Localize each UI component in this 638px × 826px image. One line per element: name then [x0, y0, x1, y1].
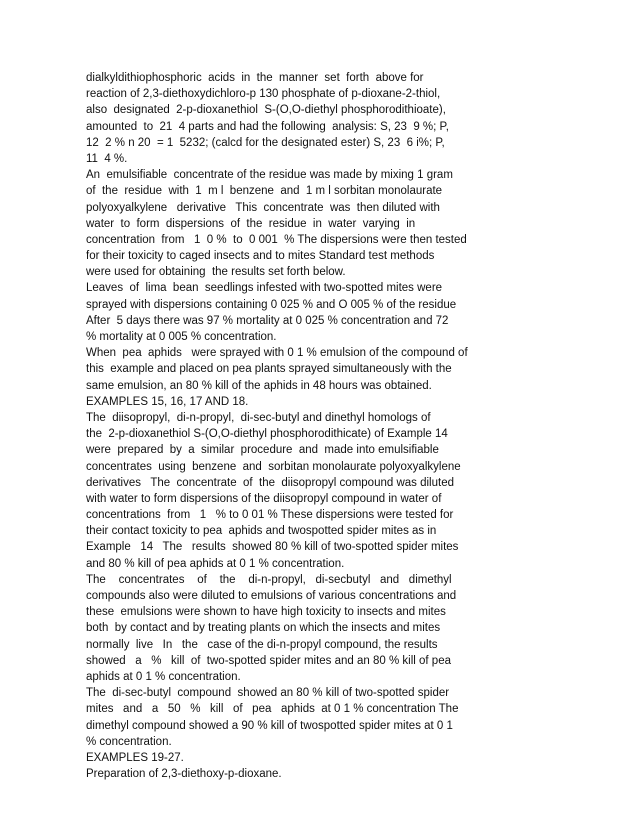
text-line: and 80 % kill of pea aphids at 0 1 % concentration. [86, 557, 345, 570]
text-line: The concentrates of the di-n-propyl, di-secbutyl and dimethyl [86, 573, 452, 586]
text-line: this example and placed on pea plants sprayed simultaneously with the [86, 363, 452, 376]
text-line: were prepared by a similar procedure and made into emulsifiable [86, 444, 439, 457]
text-line: Example 14 The results showed 80 % kill of two-spotted spider mites [86, 541, 459, 554]
text-line: After 5 days there was 97 % mortality at 0 025 % concentration and 72 [86, 314, 449, 327]
text-line: their contact toxicity to pea aphids and twospotted spider mites as in [86, 525, 437, 538]
text-line: with water to form dispersions of the diisopropyl compound in water of [86, 492, 442, 505]
text-line: amounted to 21 4 parts and had the following analysis: S, 23 9 %; P, [86, 120, 449, 133]
text-line: concentrations from 1 % to 0 01 % These dispersions were tested for [86, 509, 454, 522]
text-line: An emulsifiable concentrate of the residue was made by mixing 1 gram [86, 169, 453, 182]
text-line: were used for obtaining the results set forth below. [86, 266, 346, 279]
text-line: The di-sec-butyl compound showed an 80 % kill of two-spotted spider [86, 687, 450, 700]
text-line: dimethyl compound showed a 90 % kill of twospotted spider mites at 0 1 [86, 719, 453, 732]
text-line: concentration from 1 0 % to 0 001 % The dispersions were then tested [86, 233, 467, 246]
text-line: these emulsions were shown to have high toxicity to insects and mites [86, 606, 446, 619]
text-line: the 2-p-dioxanethiol S-(O,O-diethyl phosphorodithicate) of Example 14 [86, 428, 448, 441]
section-heading: EXAMPLES 19-27. [86, 751, 184, 764]
text-line: polyoxyalkylene derivative This concentrate was then diluted with [86, 201, 440, 214]
text-line: concentrates using benzene and sorbitan monolaurate polyoxyalkylene [86, 460, 461, 473]
text-line: The diisopropyl, di-n-propyl, di-sec-butyl and dinethyl homologs of [86, 411, 431, 424]
text-line: same emulsion, an 80 % kill of the aphids in 48 hours was obtained. [86, 379, 432, 392]
text-line: showed a % kill of two-spotted spider mites and an 80 % kill of pea [86, 654, 451, 667]
text-line: 11 4 %. [86, 152, 128, 165]
text-line: Preparation of 2,3-diethoxy-p-dioxane. [86, 768, 282, 781]
text-line: normally live In the case of the di-n-propyl compound, the results [86, 638, 438, 651]
text-line: 12 2 % n 20 = 1 5232; (calcd for the designated ester) S, 23 6 i%; P, [86, 136, 445, 149]
text-line: When pea aphids were sprayed with 0 1 % emulsion of the compound of [86, 347, 468, 360]
text-line: mites and a 50 % kill of pea aphids at 0 1 % concentration The [86, 703, 459, 716]
text-line: of the residue with 1 m l benzene and 1 m l sorbitan monolaurate [86, 185, 443, 198]
text-line: reaction of 2,3-diethoxydichloro-p 130 phosphate of p-dioxane-2-thiol, [86, 88, 441, 101]
text-line: dialkyldithiophosphoric acids in the manner set forth above for [86, 72, 424, 84]
text-line: Leaves of lima bean seedlings infested with two-spotted mites were [86, 282, 443, 295]
document-body [86, 70, 556, 782]
text-line: water to form dispersions of the residue in water varying in [86, 217, 416, 230]
text-line: for their toxicity to caged insects and to mites Standard test methods [86, 250, 435, 263]
section-heading: EXAMPLES 15, 16, 17 AND 18. [86, 395, 249, 408]
text-line: derivatives The concentrate of the diisopropyl compound was diluted [86, 476, 454, 489]
text-line: aphids at 0 1 % concentration. [86, 670, 241, 683]
text-line: % concentration. [86, 735, 172, 748]
text-line: % mortality at 0 005 % concentration. [86, 331, 277, 343]
text-line: also designated 2-p-dioxanethiol S-(O,O-diethyl phosphorodithioate), [86, 104, 446, 117]
text-line: compounds also were diluted to emulsions of various concentrations and [86, 590, 457, 602]
text-line: sprayed with dispersions containing 0 025 % and O 005 % of the residue [86, 298, 457, 311]
text-line: both by contact and by treating plants on which the insects and mites [86, 622, 441, 635]
